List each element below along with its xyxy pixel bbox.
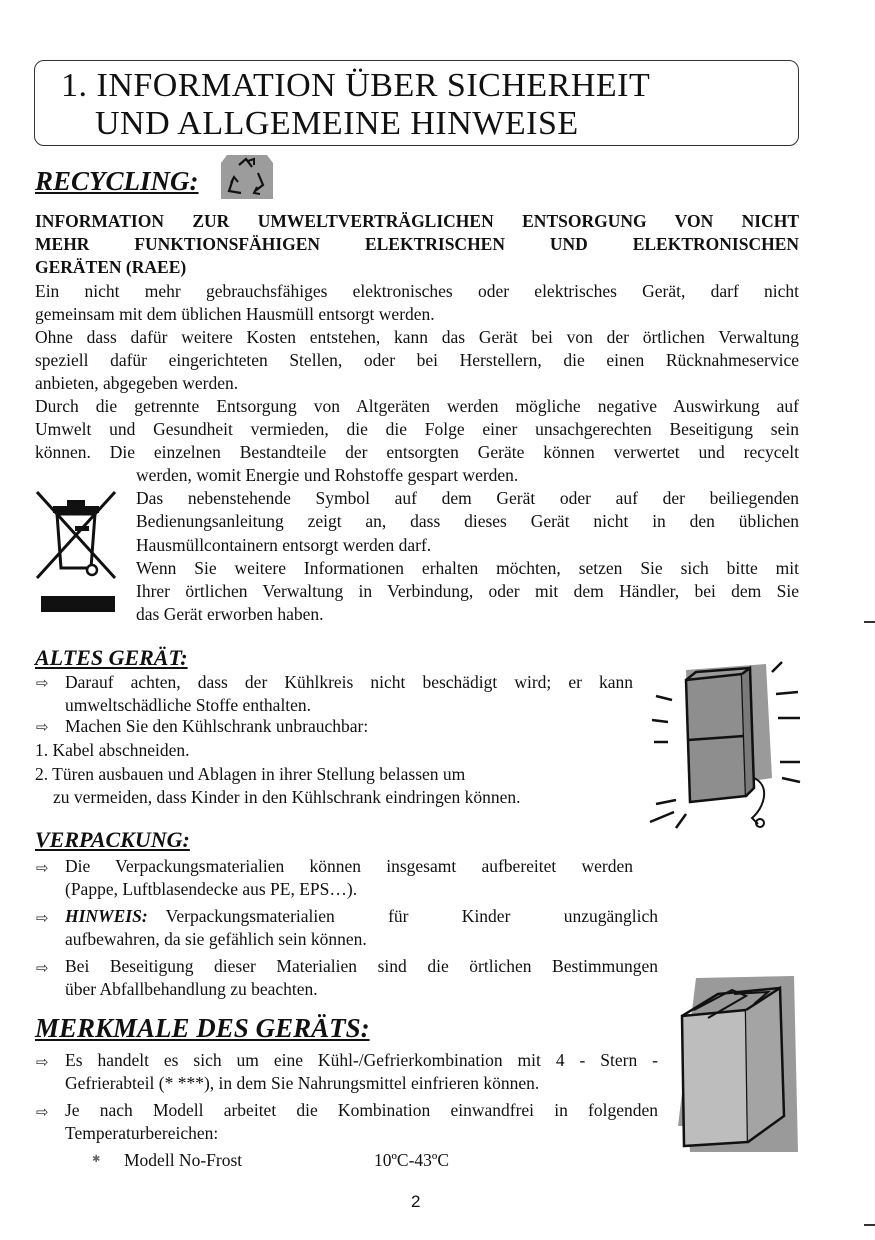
hinweis-label: HINWEIS:	[65, 906, 148, 926]
chapter-title-line1: 1. INFORMATION ÜBER SICHERHEIT	[61, 67, 651, 104]
chapter-title-box	[34, 60, 799, 146]
recycling-heading: RECYCLING:	[35, 166, 199, 196]
recycling-paragraph-3: Durch die getrennte Entsorgung von Altgeräten werden mögliche negative Auswirkung auf Umwelt und Gesundheit vermieden, die die Folge einer unsachgerechten Beseitigung sein können. Die einzelnen Bestandteile der entsorgten Geräte können verwertet und recycelt	[35, 396, 799, 463]
verpackung-bullet-1: Die Verpackungsmaterialien können insgesamt aufbereitet werden (Pappe, Luftblasendecke aus PE, EPS…).	[65, 856, 633, 900]
raee-information-heading: INFORMATION ZUR UMWELTVERTRÄGLICHEN ENTSORGUNG VON NICHT MEHR FUNKTIONSFÄHIGEN ELEKTRISCHEN UND ELEKTRONISCHEN GERÄTEN (RAEE)	[35, 211, 799, 278]
merkmale-bullet-2: Je nach Modell arbeitet die Kombination einwandfrei in folgenden Temperaturbereichen:	[65, 1100, 658, 1144]
asterisk-bullet-icon: ✱	[92, 1154, 101, 1165]
altes-geraet-heading: ALTES GERÄT:	[35, 645, 188, 670]
packaged-appliance-illustration	[676, 976, 800, 1154]
arrow-bullet-icon: ⇨	[36, 1053, 49, 1071]
arrow-bullet-icon: ⇨	[36, 909, 49, 927]
recycling-paragraph-2: Ohne dass dafür weitere Kosten entstehen, kann das Gerät bei von der örtlichen Verwaltung speziell dafür eingerichteten Stellen, oder bei Herstellern, die einen Rücknahmeservice anbieten, abgegeben werden.	[35, 327, 799, 394]
model-no-frost-range: 10ºC-43ºC	[374, 1150, 450, 1170]
merkmale-heading: MERKMALE DES GERÄTS:	[35, 1013, 370, 1043]
altes-step-1: 1. Kabel abschneiden.	[35, 740, 190, 760]
verpackung-bullet-2: HINWEIS: Verpackungsmaterialien für Kinder unzugänglich aufbewahren, da sie gefählich sein können.	[65, 906, 658, 950]
recycling-paragraph-4: werden, womit Energie und Rohstoffe gespart werden. Das nebenstehende Symbol auf dem Gerät oder auf der beiliegenden Bedienungsanleitung zeigt an, dass dieses Gerät nicht in den üblichen Hausmüllcontainern entsorgt werden darf. Wenn Sie weitere Informationen erhalten möchten, setzen Sie sich bitte mit Ihrer örtlichen Verwaltung in Verbindung, oder mit dem Händler, bei dem Sie das Gerät erworben haben.	[136, 465, 799, 625]
recycling-icon	[219, 153, 275, 201]
arrow-bullet-icon: ⇨	[36, 1103, 49, 1121]
chapter-title-line2: UND ALLGEMEINE HINWEISE	[95, 105, 579, 142]
arrow-bullet-icon: ⇨	[36, 674, 49, 692]
verpackung-bullet-3: Bei Beseitigung dieser Materialien sind die örtlichen Bestimmungen über Abfallbehandlung zu beachten.	[65, 956, 658, 1000]
page-number: 2	[411, 1192, 421, 1211]
model-no-frost-label: Modell No-Frost	[124, 1150, 243, 1170]
merkmale-bullet-1: Es handelt es sich um eine Kühl-/Gefrierkombination mit 4 - Stern - Gefrierabteil (* ***), in dem Sie Nahrungsmittel einfrieren können.	[65, 1050, 658, 1094]
verpackung-heading: VERPACKUNG:	[35, 827, 190, 852]
altes-bullet-2: Machen Sie den Kühlschrank unbrauchbar:	[65, 716, 369, 736]
crossed-bin-icon	[35, 488, 117, 616]
old-fridge-illustration	[646, 658, 804, 830]
altes-bullet-1: Darauf achten, dass der Kühlkreis nicht beschädigt wird; er kann umweltschädliche Stoffe enthalten.	[65, 672, 633, 716]
trim-mark	[864, 1224, 875, 1226]
trim-mark	[864, 621, 875, 623]
arrow-bullet-icon: ⇨	[36, 959, 49, 977]
altes-step-2: 2. Türen ausbauen und Ablagen in ihrer Stellung belassen um zu vermeiden, dass Kinder in den Kühlschrank eindringen können.	[35, 764, 521, 808]
arrow-bullet-icon: ⇨	[36, 718, 49, 736]
recycling-paragraph-1: Ein nicht mehr gebrauchsfähiges elektronisches oder elektrisches Gerät, darf nicht gemeinsam mit dem üblichen Hausmüll entsorgt werden.	[35, 281, 799, 325]
arrow-bullet-icon: ⇨	[36, 859, 49, 877]
